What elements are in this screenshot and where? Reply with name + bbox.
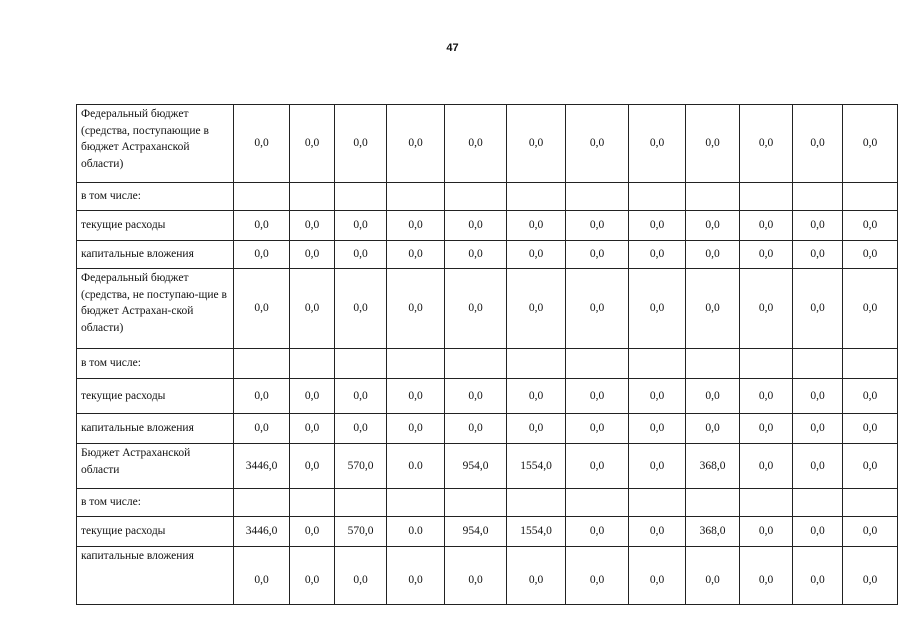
value-cell: 0,0 (629, 269, 686, 349)
row-label: текущие расходы (77, 517, 234, 547)
value-cell: 0,0 (290, 269, 335, 349)
value-cell: 0,0 (445, 547, 507, 605)
value-cell (566, 489, 629, 517)
value-cell (686, 183, 740, 211)
value-cell (445, 183, 507, 211)
table-row (77, 241, 898, 269)
table-row (77, 105, 898, 183)
table-row (77, 517, 898, 547)
value-cell: 0,0 (686, 379, 740, 414)
value-cell: 0,0 (629, 517, 686, 547)
value-cell: 0,0 (793, 414, 843, 444)
value-cell: 0,0 (566, 241, 629, 269)
value-cell: 0,0 (234, 241, 290, 269)
value-cell (335, 183, 387, 211)
value-cell: 0,0 (387, 241, 445, 269)
row-label: в том числе: (77, 183, 234, 211)
value-cell: 0,0 (843, 414, 898, 444)
value-cell (234, 349, 290, 379)
value-cell: 0,0 (507, 105, 566, 183)
value-cell: 954,0 (445, 517, 507, 547)
value-cell (686, 349, 740, 379)
value-cell (445, 489, 507, 517)
value-cell: 0,0 (740, 547, 793, 605)
table-row (77, 379, 898, 414)
value-cell (387, 183, 445, 211)
value-cell: 0,0 (290, 241, 335, 269)
value-cell: 0,0 (793, 444, 843, 489)
value-cell: 0,0 (234, 269, 290, 349)
value-cell: 0,0 (740, 517, 793, 547)
value-cell: 0,0 (629, 211, 686, 241)
row-label: капитальные вложения (77, 547, 234, 605)
value-cell: 1554,0 (507, 444, 566, 489)
value-cell (629, 183, 686, 211)
value-cell (793, 349, 843, 379)
table-row (77, 211, 898, 241)
value-cell (507, 349, 566, 379)
value-cell: 0,0 (234, 547, 290, 605)
value-cell: 0,0 (445, 211, 507, 241)
value-cell: 0,0 (686, 241, 740, 269)
value-cell: 0,0 (387, 211, 445, 241)
value-cell: 0,0 (445, 241, 507, 269)
value-cell: 0,0 (507, 547, 566, 605)
table-row (77, 269, 898, 349)
value-cell (290, 349, 335, 379)
page-number: 47 (446, 42, 459, 54)
value-cell: 0,0 (566, 211, 629, 241)
value-cell: 0,0 (793, 269, 843, 349)
value-cell: 0,0 (445, 379, 507, 414)
value-cell: 0,0 (335, 269, 387, 349)
value-cell: 3446,0 (234, 517, 290, 547)
value-cell: 0,0 (507, 241, 566, 269)
value-cell: 0.0 (387, 517, 445, 547)
value-cell: 0,0 (843, 269, 898, 349)
value-cell: 0,0 (740, 211, 793, 241)
value-cell: 0,0 (445, 414, 507, 444)
value-cell: 0,0 (566, 105, 629, 183)
value-cell: 0,0 (686, 547, 740, 605)
value-cell: 0,0 (507, 414, 566, 444)
value-cell: 0,0 (445, 269, 507, 349)
value-cell (234, 183, 290, 211)
value-cell: 0,0 (290, 211, 335, 241)
value-cell (843, 183, 898, 211)
value-cell (740, 489, 793, 517)
value-cell (740, 349, 793, 379)
value-cell: 0,0 (843, 379, 898, 414)
value-cell (629, 489, 686, 517)
value-cell (843, 349, 898, 379)
value-cell: 0,0 (566, 269, 629, 349)
value-cell: 0,0 (290, 105, 335, 183)
value-cell: 0,0 (793, 379, 843, 414)
value-cell (387, 489, 445, 517)
value-cell: 0,0 (566, 547, 629, 605)
value-cell (566, 349, 629, 379)
table-row (77, 444, 898, 489)
value-cell: 0,0 (566, 444, 629, 489)
value-cell (793, 489, 843, 517)
value-cell (234, 489, 290, 517)
value-cell: 0,0 (234, 211, 290, 241)
value-cell (629, 349, 686, 379)
value-cell (507, 489, 566, 517)
value-cell: 0,0 (335, 241, 387, 269)
value-cell: 954,0 (445, 444, 507, 489)
row-label: капитальные вложения (77, 241, 234, 269)
value-cell: 0,0 (629, 241, 686, 269)
value-cell (445, 349, 507, 379)
value-cell: 570,0 (335, 444, 387, 489)
value-cell: 0,0 (686, 211, 740, 241)
value-cell: 0,0 (793, 547, 843, 605)
value-cell: 0,0 (445, 105, 507, 183)
value-cell: 0,0 (629, 105, 686, 183)
value-cell (507, 183, 566, 211)
value-cell: 0,0 (629, 547, 686, 605)
value-cell: 0,0 (335, 105, 387, 183)
value-cell: 0,0 (387, 105, 445, 183)
value-cell: 0,0 (566, 414, 629, 444)
table-row (77, 349, 898, 379)
value-cell: 0,0 (234, 105, 290, 183)
value-cell: 0,0 (387, 269, 445, 349)
value-cell: 0,0 (793, 105, 843, 183)
value-cell: 3446,0 (234, 444, 290, 489)
table-row (77, 183, 898, 211)
value-cell: 0,0 (507, 269, 566, 349)
value-cell: 0,0 (234, 379, 290, 414)
value-cell: 368,0 (686, 444, 740, 489)
value-cell: 0,0 (290, 379, 335, 414)
value-cell: 0,0 (793, 517, 843, 547)
value-cell: 0,0 (387, 547, 445, 605)
table-row (77, 489, 898, 517)
row-label: Федеральный бюджет (средства, не поступаю-щие в бюджет Астрахан-ской области) (77, 269, 234, 349)
value-cell: 0.0 (387, 444, 445, 489)
budget-table (76, 104, 898, 605)
value-cell (740, 183, 793, 211)
value-cell: 0,0 (234, 414, 290, 444)
value-cell: 0,0 (387, 379, 445, 414)
row-label: текущие расходы (77, 211, 234, 241)
value-cell: 0,0 (843, 241, 898, 269)
value-cell (335, 489, 387, 517)
value-cell: 0,0 (793, 241, 843, 269)
row-label: Федеральный бюджет (средства, поступающие в бюджет Астраханской области) (77, 105, 234, 183)
value-cell: 0,0 (740, 444, 793, 489)
value-cell: 0,0 (740, 269, 793, 349)
value-cell (566, 183, 629, 211)
value-cell: 0,0 (507, 211, 566, 241)
table-row (77, 414, 898, 444)
value-cell (843, 489, 898, 517)
value-cell: 0,0 (629, 444, 686, 489)
value-cell: 0,0 (566, 517, 629, 547)
value-cell (387, 349, 445, 379)
value-cell: 0,0 (290, 414, 335, 444)
value-cell (793, 183, 843, 211)
value-cell: 0,0 (387, 414, 445, 444)
table-row (77, 547, 898, 605)
value-cell: 0,0 (843, 547, 898, 605)
value-cell: 1554,0 (507, 517, 566, 547)
value-cell (335, 349, 387, 379)
value-cell: 0,0 (740, 105, 793, 183)
value-cell (686, 489, 740, 517)
value-cell: 0,0 (507, 379, 566, 414)
value-cell: 0,0 (290, 517, 335, 547)
row-label: Бюджет Астраханской области (77, 444, 234, 489)
value-cell: 0,0 (740, 241, 793, 269)
value-cell: 0,0 (740, 414, 793, 444)
value-cell: 0,0 (843, 105, 898, 183)
value-cell: 0,0 (335, 414, 387, 444)
value-cell: 570,0 (335, 517, 387, 547)
row-label: текущие расходы (77, 379, 234, 414)
row-label: в том числе: (77, 349, 234, 379)
value-cell: 0,0 (335, 379, 387, 414)
value-cell: 0,0 (290, 547, 335, 605)
value-cell: 0,0 (686, 105, 740, 183)
value-cell: 0,0 (740, 379, 793, 414)
value-cell (290, 489, 335, 517)
row-label: капитальные вложения (77, 414, 234, 444)
value-cell: 0,0 (843, 211, 898, 241)
value-cell: 0,0 (686, 269, 740, 349)
row-label: в том числе: (77, 489, 234, 517)
value-cell (290, 183, 335, 211)
value-cell: 0,0 (843, 444, 898, 489)
value-cell: 0,0 (290, 444, 335, 489)
value-cell: 0,0 (686, 414, 740, 444)
value-cell: 0,0 (629, 379, 686, 414)
value-cell: 0,0 (335, 547, 387, 605)
value-cell: 0,0 (566, 379, 629, 414)
value-cell: 0,0 (629, 414, 686, 444)
value-cell: 0,0 (843, 517, 898, 547)
value-cell: 0,0 (793, 211, 843, 241)
value-cell: 368,0 (686, 517, 740, 547)
value-cell: 0,0 (335, 211, 387, 241)
